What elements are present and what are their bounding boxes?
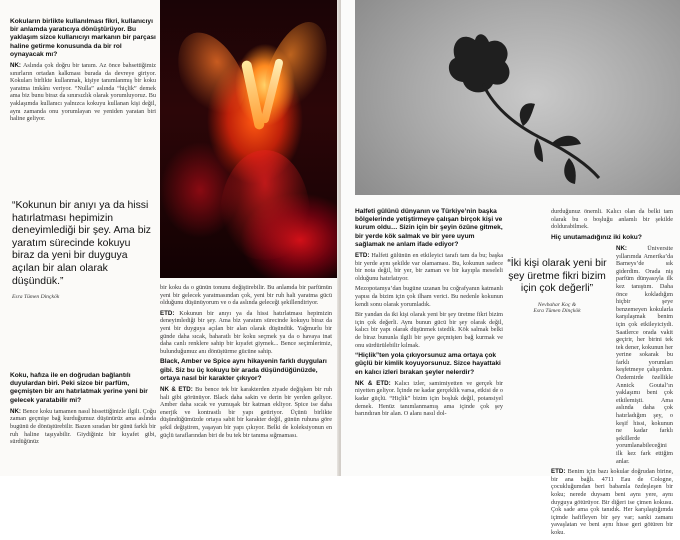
speaker-label: NK: [10,62,21,70]
answer-paragraph [10,62,156,123]
paragraph: Mezopotamya’dan bugüne uzanan bu coğrafyanın katmanlı yapısı da bizim için çok ilham verici. Bu nedenle kokunun kendi sonu olarak yorumladık. [355,285,503,308]
question-heading: “Hiçlik”ten yola çıkıyorsunuz ama ortaya çok güçlü bir kimlik koyuyorsunuz. Sizce hayattaki en kalıcı izleri bırakan şeyler nelerdir? [355,352,501,376]
paragraph: Bir yandan da iki kişi olarak yeni bir şey üretme fikri bizim için çok değerli. Aynı bunun gücü bir şey olarak değil, kalıcı bir yapı olarak düşünmek istedik. Kök salmak belki de biraz bununla ilgili bir şeye geçmişten bağ kurmak ve onu sürdürülebilir kılmak. [355,311,503,349]
pull-quote-author-line: Nevbahar Koç & [537,301,577,308]
answer-paragraph [160,386,332,439]
question-heading: Koku, hafıza ile en doğrudan bağlantılı duyulardan biri. Peki sizce bir parfüm, geçmişten bir anı hatırlatmak yerine yeni bir gelecek yaratabilir mi? [10,372,148,404]
answer-paragraph [355,252,503,282]
pull-quote [12,200,152,300]
paragraph: durduğunuz önemli. Kalıcı olan da belki tam olarak bu o boşluğu anlamlı bir şekilde doldurabilmek. [551,208,673,231]
answer-text: Üniversite yıllarımda Amerika’da Barneys’de sık giderdim. Orada niş parfüm dünyasıyla ilk kez tanıştım. Daha önce kokladığım hiçbir şeye benzemeyen kokularla karşılaşmak benim için çok etkileyiciydi. Saatlerce orada vakit geçirir, her birini tek tek dener, kokunun her yerine sokarak bu farklı yorumları keşfetmeye çalışırdım. Özdemirde özellikle Annick Goutal’ın yaklaşımı beni çok etkilemişti. Ama aslında daha çok hatırladığım şey, o keşif hissi, kokunun ne kadar farklı şekillerde yorumlanabileceğini ilk kez fark ettiğim anlar. [616,244,673,465]
speaker-label: NK & ETD: [160,385,193,393]
pull-quote-author: Esra Tümen Dinçkök [12,294,60,301]
right-page [341,0,680,536]
answer-paragraph [10,408,156,446]
speaker-label: NK: [10,407,21,415]
answer-text: Halfeti gülünün en etkileyici tarafı tam da bu; başka bir yerde aynı şekilde var olamaması. Bu, kokunun sadece bir nota değil, bir yer, bir zaman ve bir kayıpla meseleli olduğunu hatırlatıyor. [355,252,503,282]
answer-paragraph [551,468,673,536]
answer-text: Bu bence tek bir karakterden ziyade değişken bir ruh hali gibi görünüyor. Black daha sakin ve derin bir yerden geliyor. Amber daha sıcak ve yumuşak bir katman ekliyor. Spice ise daha enerjik ve kontrastlı bir yapı getiriyor. Üçünü birlikte düşündüğümüzde ortaya sabit bir karakter değil, günün ruhuna göre şekil değiştiren, yaşayan bir yapı çıkıyor. Belki de koleksiyonun en güçlü taraflarından biri de bu tek bir tanıma sığmaması. [160,385,332,439]
answer-text: Benim için bazı kokular doğrudan birine, bir ana bağlı. 4711 Eau de Cologne, çocukluğumdan beri babamla özdeşleşen bir koku; nerede duysam beni aynı yere, aynı duyguya götürüyor. Bir diğeri ise çimen kokusu. Çok sade ama çok tanıdık. Her karşılaştığımda içimde hafifleyen bir şey var; sanki zamanı yavaşlatan ve beni aynı hisse geri götüren bir koku. [551,468,673,536]
question-heading: Kokuların birlikte kullanılması fikri, kullanıcıyı bir anlamda yaratıcıya dönüştürüyor. Bu yaklaşım sizce kullanıcıyı markanın bir parçası haline getirme konusunda da bir rol oynayacak mı? [10,18,156,58]
rose-silhouette-icon [355,0,680,195]
paragraph: bir koku da o günün tonunu değiştirebilir. Bu anlamda bir parfümün yeni bir gelecek yaratmasından çok, yeni bir ruh hali yaratma gücü olduğunu düşünüyorum ve o da aslında geleceği şekillendiriyor. [160,284,332,307]
speaker-label: NK: [616,244,627,252]
pull-quote-author-line: Esra Tümen Dinçkök [533,307,581,314]
petal-shape [220,150,310,260]
answer-text: Kokunun bir anıyı ya da hissi hatırlatması hepimizin deneyimlediği bir şey. Ama biz yaratım sürecinde kokuyu biraz da yeni bir duyguya açılan bir alan olarak düşündük. Yağmurlu bir günde daha sıcak, baharatlı bir koku seçmek ya da o havaya inat daha canlı renklere sahip bir kıyafet giymek... Bence seçimlerimiz, bulunduğumuz anı dönüştürme gücüne sahip. [160,309,333,355]
speaker-label: NK & ETD: [355,379,391,387]
speaker-label: ETD: [160,309,175,317]
left-page [0,0,339,476]
answer-paragraph [551,245,673,465]
pull-quote-text: “İki kişi olarak yeni bir şey üretme fikri bizim için çok değerli” [507,258,607,295]
left-column-1-bottom [10,372,156,449]
answer-text: Aslında çok doğru bir tanım. Az önce bahsettiğimiz sınırların ortadan kalkması burada da devreye giriyor. Kokuları birlikte kullanmak, kişiye tanımlanmış bir koku yaratma imkânı veriyor. “Nulla” aslında “hiçlik” demek ama biz bunu biraz da sınırsızlık olarak yorumluyoruz. Bu yaklaşımda kullanıcı yalnızca kokuyu kullanan kişi değil, aynı zamanda onu yorumlayan ve yeniden yaratan biri haline geliyor. [10,62,156,123]
pull-quote-text: “Kokunun bir anıyı ya da hissi hatırlatması hepimizin deneyimlediği bir şey. Ama biz yaratım sürecinde kokuyu biraz da yeni bir duyguya açılan bir alan olarak düşündük.” [12,200,151,287]
question-heading: Halfeti gülünü dünyanın ve Türkiye’nin başka bölgelerinde yetiştirmeye çalışan birçok kişi ve kurum oldu… Sizin için bir şeyin özüne gitmek, bir yerde kök salmak ve bir yere uyum sağlamak ne anlam ifade ediyor? [355,208,503,248]
speaker-label: ETD: [551,468,566,476]
right-column-1 [355,208,503,421]
rose-silhouette-photo [355,0,680,195]
answer-paragraph [160,310,332,356]
right-column-2 [551,208,673,540]
left-column-2 [160,284,332,442]
answer-paragraph [355,380,503,418]
petal-shape [164,22,256,129]
flower-photo [160,0,338,278]
question-heading: Hiç unutamadığınız iki koku? [551,233,642,241]
speaker-label: ETD: [355,252,370,260]
question-heading: Black, Amber ve Spice aynı hikayenin farklı duyguları gibi. Siz bu üç kokuyu bir arada düşündüğünüzde, ortaya nasıl bir karakter çıkıyor? [160,358,327,382]
left-column-1-top [10,18,156,126]
answer-text: Bence koku tamamen nasıl hissettiğinizle ilgili. Çoğu zaman geçmişe bağ kurduğumuz düşünürüz ama aslında bugünü de dönüştürebilir. Bazen sıradan bir günü farklı bir ruh haline taşıyabilir. Giydiğiniz bir kıyafet gibi, sürdüğünüz [10,407,156,446]
answer-text: Kalıcı izler, samimiyetten ve gerçek bir niyetten geliyor. İçinde ne kadar gerçeklik varsa, etkisi de o kadar güçlü. “Hiçlik” bizim için boşluk değil, potansiyel demek. Henüz tanımlanmamış ama içinde çok şey barındıran bir alan. O alanı nasıl dol- [355,379,503,418]
